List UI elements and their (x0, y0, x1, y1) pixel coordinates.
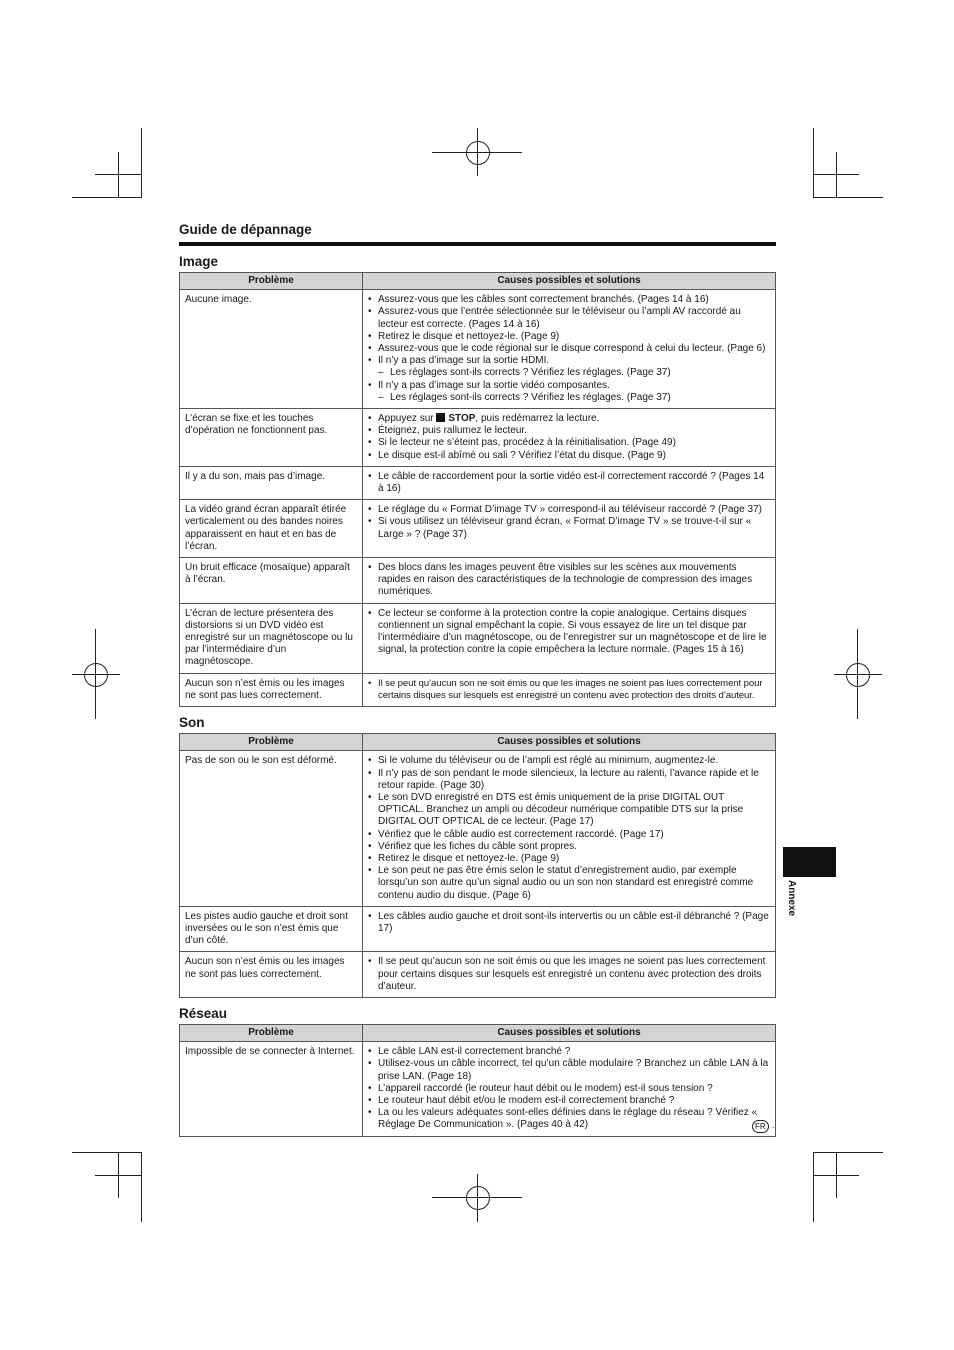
crop-mark (141, 128, 142, 198)
problem-cell: Impossible de se connecter à Internet. (180, 1042, 363, 1136)
page-marker-dot: · (771, 1121, 775, 1132)
list-item: • Il n’y a pas d’image sur la sortie vidéo composantes. (378, 380, 770, 392)
side-tab (783, 847, 836, 877)
solution-cell (363, 409, 776, 467)
solution-list (368, 562, 770, 599)
solution-list (368, 294, 770, 404)
list-item (378, 413, 770, 425)
solution-cell (363, 290, 776, 409)
table-row (180, 952, 776, 998)
list-item: • Le câble LAN est-il correctement branché ? (378, 1046, 770, 1058)
list-item: • L’appareil raccordé (le routeur haut débit ou le modem) est-il sous tension ? (378, 1083, 770, 1095)
solution-cell (363, 906, 776, 952)
list-item: • Le câble de raccordement pour la sortie vidéo est-il correctement raccordé ? (Pages 14 à 16) (378, 471, 770, 495)
title-rule (179, 242, 776, 246)
problem-cell: Il y a du son, mais pas d’image. (180, 466, 363, 499)
crop-mark (813, 197, 883, 198)
list-item: • La ou les valeurs adéquates sont-elles définies dans le réglage du réseau ? Vérifiez « Réglage De Communication ». (Pages 40 à 42) (378, 1107, 770, 1131)
crop-mark (813, 1152, 883, 1153)
list-item: • Si le lecteur ne s’éteint pas, procédez à la réinitialisation. (Page 49) (378, 437, 770, 449)
header-causes: Causes possibles et solutions (363, 1024, 776, 1041)
problem-cell: Un bruit efficace (mosaïque) apparaît à l’écran. (180, 558, 363, 604)
stop-suffix: , puis redémarrez la lecture. (475, 413, 600, 425)
list-item: • Le disque est-il abîmé ou sali ? Vérifiez l’état du disque. (Page 9) (378, 450, 770, 462)
crop-mark (836, 152, 837, 198)
list-item: • Utilisez-vous un câble incorrect, tel qu’un câble modulaire ? Branchez un câble LAN à la prise LAN. (Page 18) (378, 1058, 770, 1082)
stop-prefix: Appuyez sur (378, 413, 434, 425)
list-item: • Il n’y pas de son pendant le mode silencieux, la lecture au ralenti, l’avance rapide et le retour rapide. (Page 30) (378, 768, 770, 792)
registration-mark (846, 663, 870, 687)
solution-list (368, 911, 770, 935)
registration-mark (466, 141, 490, 165)
language-badge: FR (752, 1120, 769, 1133)
solution-list (368, 755, 770, 901)
problem-cell: Aucun son n’est émis ou les images ne sont pas lues correctement. (180, 952, 363, 998)
problem-cell: La vidéo grand écran apparaît étirée verticalement ou des bandes noires apparaissent en haut et en bas de l’écran. (180, 500, 363, 558)
image-table (179, 272, 776, 707)
solution-list (368, 956, 770, 993)
list-item: • Il se peut qu’aucun son ne soit émis ou que les images ne soient pas lues correctement pour certains disques sur lesquels est enregistré un contenu avec protection des droits d’auteur. (378, 956, 770, 993)
list-item: • Le son DVD enregistré en DTS est émis uniquement de la prise DIGITAL OUT OPTICAL. Branchez un ampli ou décodeur numérique compatible DTS sur la prise DIGITAL OUT OPTICAL de ce lecteur. (Page 17) (378, 792, 770, 829)
crop-mark (72, 197, 142, 198)
list-item: • Vérifiez que les fiches du câble sont propres. (378, 841, 770, 853)
crop-mark (72, 1152, 142, 1153)
header-problem: Problème (180, 1024, 363, 1041)
solution-list (368, 504, 770, 541)
crop-mark (95, 174, 141, 175)
registration-mark (84, 663, 108, 687)
solution-cell (363, 558, 776, 604)
list-item: • Le son peut ne pas être émis selon le statut d’enregistrement audio, par exemple lorsqu’un son autre qu’un signal audio ou un son non standard est enregistré comme contenu audio du disque. (Page 6) (378, 865, 770, 902)
list-item: • Ce lecteur se conforme à la protection contre la copie analogique. Certains disques contiennent un signal empêchant la copie. Si vous essayez de lire un tel disque par l’intermédiaire d’un magnétoscope, ou de l’enregistrer sur un magnétoscope et de lire le signal, la protection contre la copie empêchera la lecture normale. (Pages 15 à 16) (378, 608, 770, 657)
table-row (180, 673, 776, 706)
solution-list (368, 471, 770, 495)
table-row (180, 906, 776, 952)
side-label-annexe: Annexe (786, 880, 797, 917)
crop-mark (95, 1175, 141, 1176)
solution-cell (363, 952, 776, 998)
table-row (180, 751, 776, 906)
list-item: • Assurez-vous que les câbles sont correctement branchés. (Pages 14 à 16) (378, 294, 770, 306)
solution-cell (363, 466, 776, 499)
list-item: • Il n’y a pas d’image sur la sortie HDMI. (378, 355, 770, 367)
son-table (179, 733, 776, 998)
solution-cell (363, 673, 776, 706)
header-problem: Problème (180, 734, 363, 751)
crop-mark (813, 174, 859, 175)
list-item: • Assurez-vous que l’entrée sélectionnée sur le téléviseur ou l’ampli AV raccordé au lecteur est correcte. (Pages 14 à 16) (378, 306, 770, 330)
solution-cell (363, 1042, 776, 1136)
list-item: • Retirez le disque et nettoyez-le. (Page 9) (378, 853, 770, 865)
registration-mark (466, 1186, 490, 1210)
page-title: Guide de dépannage (179, 222, 312, 237)
table-row (180, 409, 776, 467)
section-title-son: Son (179, 715, 205, 731)
crop-mark (141, 1152, 142, 1222)
list-item: • Retirez le disque et nettoyez-le. (Page 9) (378, 331, 770, 343)
table-header-row (180, 273, 776, 290)
crop-mark (813, 1152, 814, 1222)
table-header-row (180, 1024, 776, 1041)
list-item: • Les câbles audio gauche et droit sont-ils intervertis ou un câble est-il débranché ? (Page 17) (378, 911, 770, 935)
problem-cell: L’écran de lecture présentera des distorsions si un DVD vidéo est enregistré sur un magnétoscope ou lu par l’intermédiaire d’un magnétoscope. (180, 603, 363, 673)
list-item: • Le routeur haut débit et/ou le modem est-il correctement branché ? (378, 1095, 770, 1107)
content (179, 220, 776, 1145)
list-item: • Si le volume du téléviseur ou de l’ampli est réglé au minimum, augmentez-le. (378, 755, 770, 767)
list-item: • Des blocs dans les images peuvent être visibles sur les scènes aux mouvements rapides en raison des caractéristiques de la technologie de compression des images numériques. (378, 562, 770, 599)
crop-mark (813, 1175, 859, 1176)
list-subitem: – Les réglages sont-ils corrects ? Vérifiez les réglages. (Page 37) (378, 392, 770, 404)
table-row (180, 466, 776, 499)
stop-label: STOP (448, 413, 476, 425)
solution-list (368, 1046, 770, 1131)
crop-mark (118, 152, 119, 198)
problem-cell: Aucune image. (180, 290, 363, 409)
problem-cell: Les pistes audio gauche et droit sont inversées ou le son n’est émis que d’un côté. (180, 906, 363, 952)
reseau-table (179, 1024, 776, 1137)
problem-cell: L’écran se fixe et les touches d’opération ne fonctionnent pas. (180, 409, 363, 467)
table-row (180, 290, 776, 409)
section-title-image: Image (179, 254, 219, 269)
problem-cell: Aucun son n’est émis ou les images ne sont pas lues correctement. (180, 673, 363, 706)
header-causes: Causes possibles et solutions (363, 734, 776, 751)
table-header-row (180, 734, 776, 751)
list-item: • Il se peut qu’aucun son ne soit émis ou que les images ne soient pas lues correctement pour certains disques sur lesquels est enregistré un contenu avec protection des droits d’auteur. (378, 678, 770, 702)
solution-list (368, 678, 770, 702)
solution-cell (363, 500, 776, 558)
crop-mark (813, 128, 814, 198)
list-subitem: – Les réglages sont-ils corrects ? Vérifiez les réglages. (Page 37) (378, 367, 770, 379)
list-item: • Le réglage du « Format D’image TV » correspond-il au téléviseur raccordé ? (Page 37) (378, 504, 770, 516)
header-causes: Causes possibles et solutions (363, 273, 776, 290)
table-row (180, 500, 776, 558)
solution-list (368, 413, 770, 462)
solution-cell (363, 603, 776, 673)
table-row (180, 603, 776, 673)
table-row (180, 1042, 776, 1136)
solution-list (368, 608, 770, 657)
section-title-reseau: Réseau (179, 1005, 228, 1021)
page-marker (752, 1120, 775, 1133)
header-problem: Problème (180, 273, 363, 290)
list-item: • Si vous utilisez un téléviseur grand écran, « Format D’image TV » se trouve-t-il sur « Large » ? (Page 37) (378, 516, 770, 540)
list-item: • Éteignez, puis rallumez le lecteur. (378, 425, 770, 437)
list-item: • Assurez-vous que le code régional sur le disque correspond à celui du lecteur. (Page 6) (378, 343, 770, 355)
stop-icon (436, 413, 445, 422)
list-item: • Vérifiez que le câble audio est correctement raccordé. (Page 17) (378, 829, 770, 841)
solution-cell (363, 751, 776, 906)
problem-cell: Pas de son ou le son est déformé. (180, 751, 363, 906)
table-row (180, 558, 776, 604)
